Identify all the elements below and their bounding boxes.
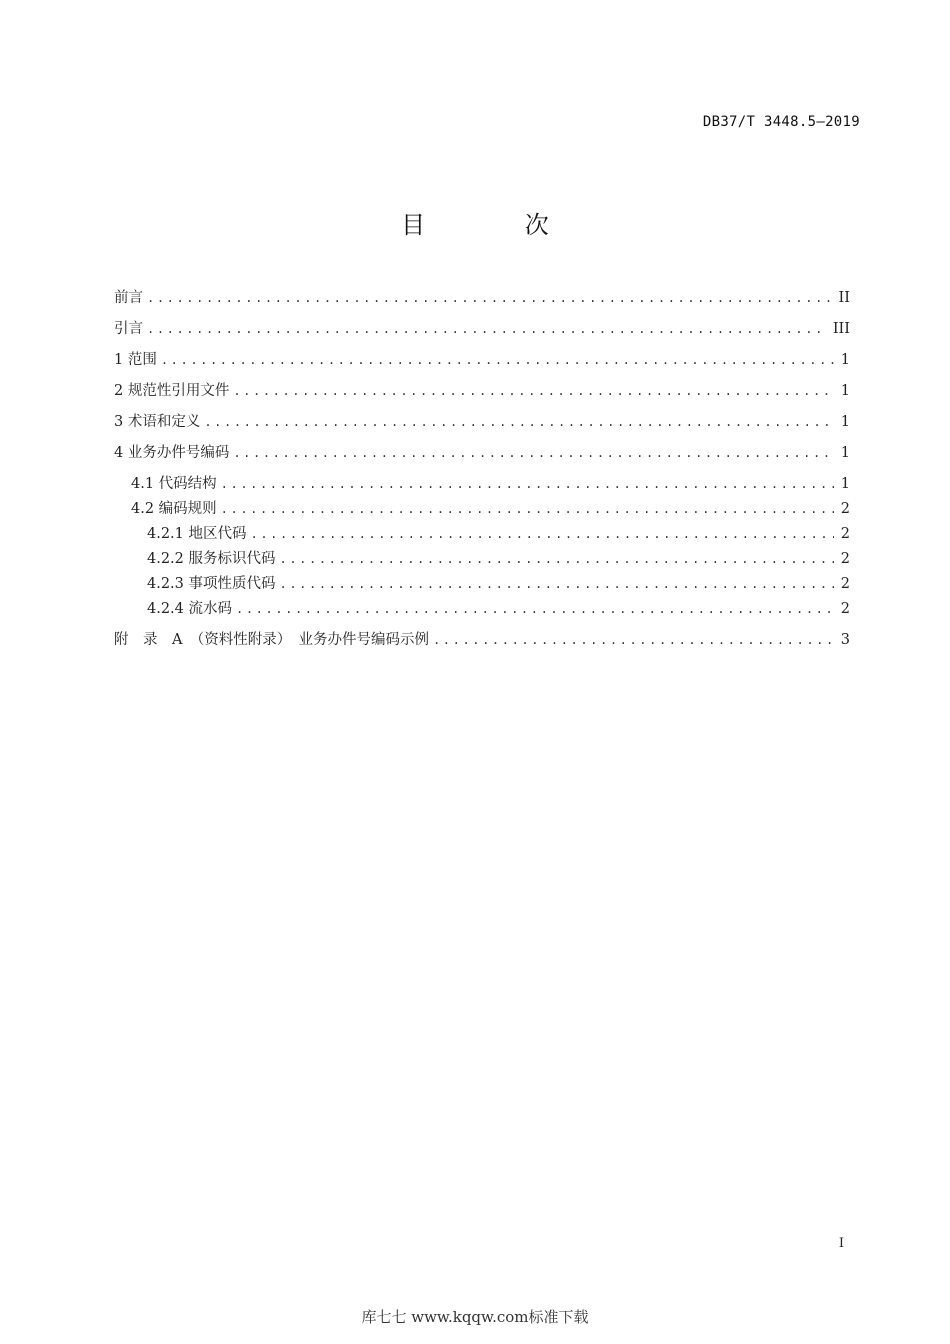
dot-leader (204, 411, 834, 433)
toc-entry-label: 4 业务办件号编码 (114, 442, 233, 464)
toc-entry-coding-rules[interactable] (131, 498, 850, 520)
watermark-text: 库七七 www.kqqw.com标准下载 (361, 1308, 589, 1326)
toc-entry-label: 2 规范性引用文件 (114, 380, 233, 402)
toc-title: 目 次 (401, 211, 595, 239)
toc-entry-page: 1 (840, 414, 850, 430)
toc-entry-page: 1 (840, 383, 850, 399)
toc-entry-page: 2 (840, 526, 850, 542)
toc-entry-matter-nature-code[interactable] (147, 573, 850, 595)
dot-leader (433, 629, 834, 651)
toc-entry-label: 4.2.3 事项性质代码 (147, 573, 280, 595)
toc-entry-foreword[interactable] (114, 287, 850, 309)
toc-entry-introduction[interactable] (114, 318, 850, 340)
dot-leader (147, 318, 827, 340)
toc-entry-serial-code[interactable] (147, 598, 850, 620)
toc-entry-business-number-coding[interactable] (114, 442, 850, 464)
toc-entry-page: 1 (840, 445, 850, 461)
toc-entry-appendix-a[interactable] (114, 629, 850, 651)
toc-entry-label: 4.2 编码规则 (131, 498, 221, 520)
toc-entry-label: 4.2.4 流水码 (147, 598, 236, 620)
dot-leader (233, 442, 834, 464)
toc-entry-page: 2 (840, 601, 850, 617)
toc-entry-label: 前言 (114, 287, 147, 309)
toc-entry-label: 4.1 代码结构 (131, 473, 221, 495)
dot-leader (221, 473, 834, 495)
toc-entry-service-id-code[interactable] (147, 548, 850, 570)
dot-leader (280, 548, 834, 570)
toc-entry-label: 4.2.2 服务标识代码 (147, 548, 280, 570)
toc-entry-label: 4.2.1 地区代码 (147, 523, 251, 545)
dot-leader (147, 287, 833, 309)
dot-leader (280, 573, 834, 595)
toc-entry-page: 3 (840, 632, 850, 648)
dot-leader (236, 598, 834, 620)
toc-entry-label: 1 范围 (114, 349, 161, 371)
dot-leader (233, 380, 834, 402)
toc-entry-region-code[interactable] (147, 523, 850, 545)
toc-entry-page: III (832, 321, 850, 337)
toc-entry-page: 2 (840, 501, 850, 517)
toc-entry-label: 引言 (114, 318, 147, 340)
toc-entry-label: 附 录 A （资料性附录） 业务办件号编码示例 (114, 629, 433, 651)
standard-code: DB37/T 3448.5—2019 (702, 114, 860, 130)
toc-entry-label: 3 术语和定义 (114, 411, 204, 433)
toc-entry-code-structure[interactable] (131, 473, 850, 495)
toc-entry-page: II (838, 290, 850, 306)
toc-entry-scope[interactable] (114, 349, 850, 371)
toc-entry-normative-references[interactable] (114, 380, 850, 402)
dot-leader (251, 523, 834, 545)
toc-entry-page: 1 (840, 476, 850, 492)
toc-entry-page: 2 (840, 551, 850, 567)
dot-leader (221, 498, 834, 520)
toc-entry-terms-definitions[interactable] (114, 411, 850, 433)
page-number: I (838, 1236, 844, 1251)
toc-entry-page: 1 (840, 352, 850, 368)
toc-entry-page: 2 (840, 576, 850, 592)
dot-leader (161, 349, 834, 371)
